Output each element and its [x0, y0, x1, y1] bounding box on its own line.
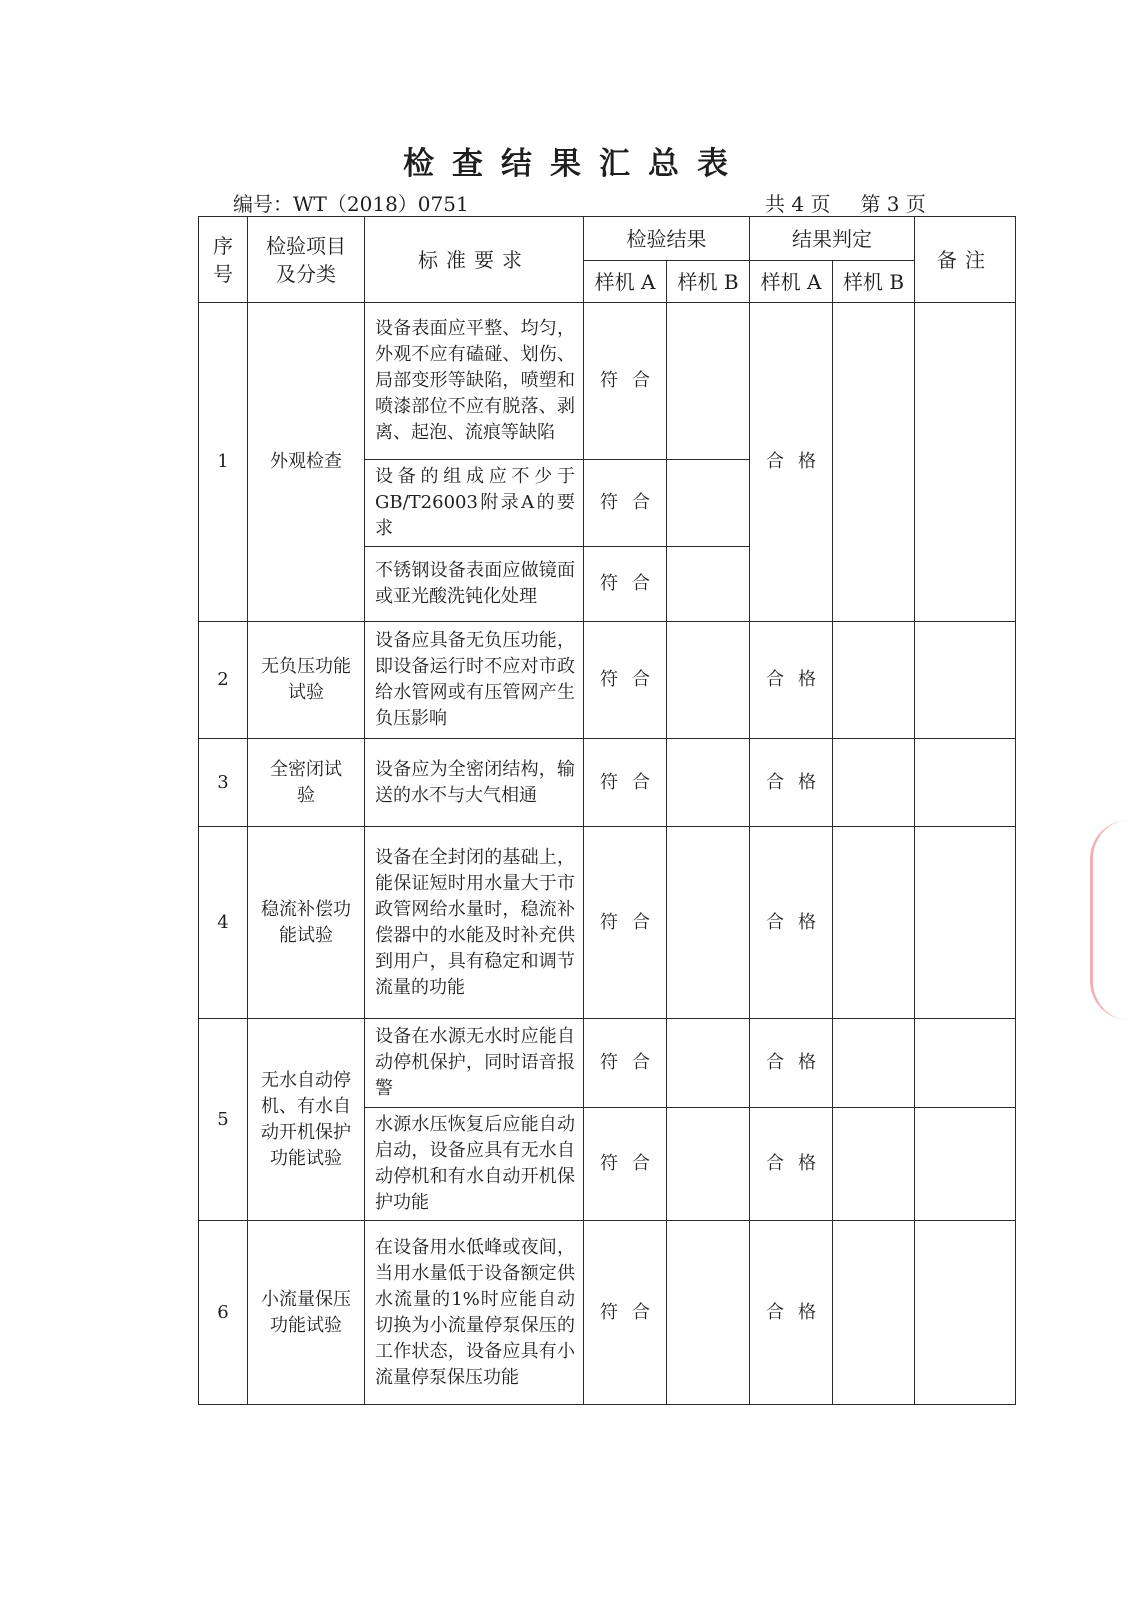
- judgement-sample-b: [833, 739, 915, 827]
- judgement-sample-a: 合格: [750, 303, 833, 622]
- header-sample-a: 样机 A: [584, 261, 667, 303]
- header-remarks: 备注: [915, 217, 1016, 303]
- result-sample-a: 符合: [584, 1221, 667, 1405]
- page-indicator: [765, 188, 926, 217]
- row-seq: 2: [199, 622, 248, 739]
- total-pages: 共 4 页: [765, 192, 831, 216]
- requirement-cell: 设备应为全密闭结构，输送的水不与大气相通: [365, 739, 584, 827]
- result-sample-a: 符合: [584, 460, 667, 547]
- table-row: [199, 1019, 1016, 1108]
- table-row: [199, 303, 1016, 460]
- table-row: [199, 622, 1016, 739]
- document-number: 编号：WT（2018）0751: [233, 192, 469, 216]
- remarks-cell: [915, 827, 1016, 1019]
- remarks-cell: [915, 303, 1016, 622]
- result-sample-b: [667, 1108, 750, 1221]
- requirement-cell: 设备在全封闭的基础上，能保证短时用水量大于市政管网给水量时，稳流补偿器中的水能及时补充供到用户，具有稳定和调节流量的功能: [365, 827, 584, 1019]
- inspection-summary-table: [198, 216, 1016, 1405]
- row-seq: 3: [199, 739, 248, 827]
- result-sample-a: 符合: [584, 303, 667, 460]
- row-item: 外观检查: [248, 303, 365, 622]
- result-sample-a: 符合: [584, 1108, 667, 1221]
- remarks-cell: [915, 622, 1016, 739]
- current-page: 第 3 页: [860, 192, 926, 216]
- judgement-sample-b: [833, 303, 915, 622]
- requirement-cell: 设备应具备无负压功能，即设备运行时不应对市政给水管网或有压管网产生负压影响: [365, 622, 584, 739]
- judgement-sample-a: 合格: [750, 1019, 833, 1108]
- row-item: 全密闭试验: [248, 739, 365, 827]
- requirement-cell: 设备的组成应不少于GB/T26003附录A的要求: [365, 460, 584, 547]
- row-seq: 6: [199, 1221, 248, 1405]
- judgement-sample-b: [833, 1108, 915, 1221]
- result-sample-a: 符合: [584, 827, 667, 1019]
- row-seq: 4: [199, 827, 248, 1019]
- page-title: 检查结果汇总表: [403, 146, 746, 182]
- judgement-sample-a: 合格: [750, 1221, 833, 1405]
- result-sample-b: [667, 827, 750, 1019]
- header-judgement-sample-a: 样机 A: [750, 261, 833, 303]
- judgement-sample-b: [833, 1019, 915, 1108]
- remarks-cell: [915, 1221, 1016, 1405]
- table-row: [199, 827, 1016, 1019]
- header-judgement: 结果判定: [750, 217, 915, 261]
- header-item: 检验项目及分类: [248, 217, 365, 303]
- result-sample-b: [667, 739, 750, 827]
- row-seq: 1: [199, 303, 248, 622]
- requirement-cell: 水源水压恢复后应能自动启动，设备应具有无水自动停机和有水自动开机保护功能: [365, 1108, 584, 1221]
- requirement-cell: 不锈钢设备表面应做镜面或亚光酸洗钝化处理: [365, 547, 584, 622]
- judgement-sample-a: 合格: [750, 1108, 833, 1221]
- judgement-sample-a: 合格: [750, 622, 833, 739]
- judgement-sample-a: 合格: [750, 739, 833, 827]
- result-sample-a: 符合: [584, 739, 667, 827]
- requirement-cell: 在设备用水低峰或夜间，当用水量低于设备额定供水流量的1%时应能自动切换为小流量停泵保压的工作状态，设备应具有小流量停泵保压功能: [365, 1221, 584, 1405]
- table-row: [199, 1221, 1016, 1405]
- judgement-sample-a: 合格: [750, 827, 833, 1019]
- remarks-cell: [915, 739, 1016, 827]
- partial-seal-stamp: [1090, 820, 1129, 1020]
- result-sample-a: 符合: [584, 622, 667, 739]
- row-item: 无负压功能试验: [248, 622, 365, 739]
- row-item: 稳流补偿功能试验: [248, 827, 365, 1019]
- header-test-result: 检验结果: [584, 217, 750, 261]
- header-requirement: 标准要求: [365, 217, 584, 303]
- judgement-sample-b: [833, 1221, 915, 1405]
- judgement-sample-b: [833, 622, 915, 739]
- header-judgement-sample-b: 样机 B: [833, 261, 915, 303]
- row-seq: 5: [199, 1019, 248, 1221]
- result-sample-b: [667, 460, 750, 547]
- result-sample-b: [667, 622, 750, 739]
- row-item: 小流量保压功能试验: [248, 1221, 365, 1405]
- result-sample-b: [667, 1221, 750, 1405]
- requirement-cell: 设备表面应平整、均匀，外观不应有磕碰、划伤、局部变形等缺陷，喷塑和喷漆部位不应有脱落、剥离、起泡、流痕等缺陷: [365, 303, 584, 460]
- remarks-cell: [915, 1019, 1016, 1108]
- result-sample-a: 符合: [584, 1019, 667, 1108]
- table-row: [199, 739, 1016, 827]
- row-item: 无水自动停机、有水自动开机保护功能试验: [248, 1019, 365, 1221]
- remarks-cell: [915, 1108, 1016, 1221]
- judgement-sample-b: [833, 827, 915, 1019]
- header-seq: 序号: [199, 217, 248, 303]
- header-sample-b: 样机 B: [667, 261, 750, 303]
- result-sample-b: [667, 547, 750, 622]
- result-sample-a: 符合: [584, 547, 667, 622]
- requirement-cell: 设备在水源无水时应能自动停机保护，同时语音报警: [365, 1019, 584, 1108]
- result-sample-b: [667, 1019, 750, 1108]
- result-sample-b: [667, 303, 750, 460]
